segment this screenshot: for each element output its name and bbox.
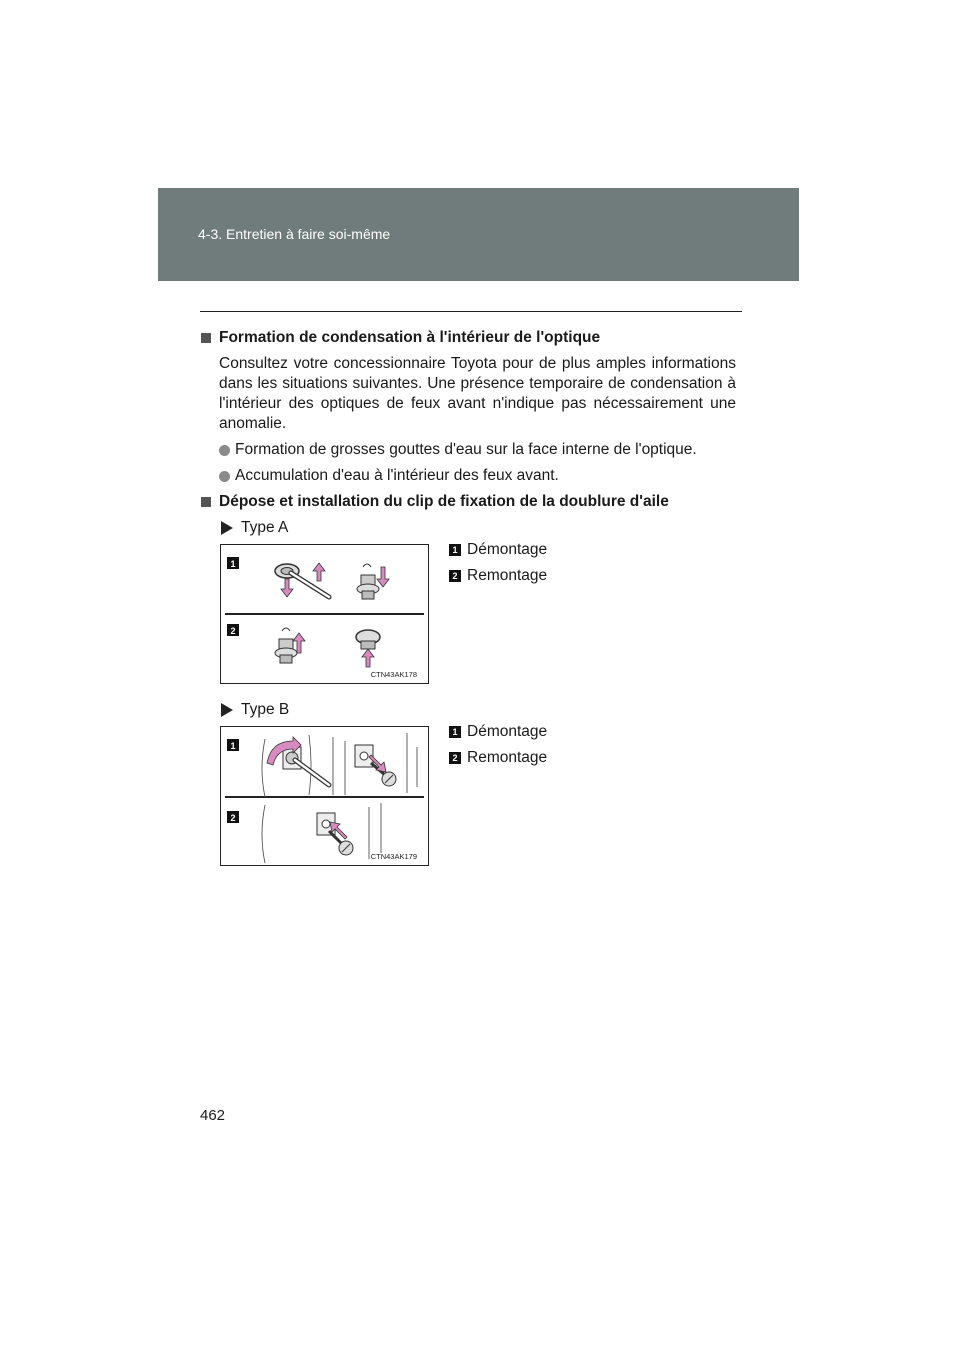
- square-bullet-icon: [201, 497, 211, 507]
- condensation-paragraph: Consultez votre concessionnaire Toyota pour de plus amples informations dans les situations suivantes. Une présence temporaire de condensation à l'intérieur des optiques de feux avant n'indique pas nécessairement une anomalie.: [219, 355, 736, 432]
- figure-code: CTN43AK179: [370, 852, 417, 861]
- section-heading-clip: Dépose et installation du clip de fixation de la doublure d'aile: [200, 492, 736, 512]
- number-badge-icon: 2: [449, 752, 461, 764]
- type-b-label: Type B: [219, 700, 736, 720]
- type-a-block: [200, 541, 736, 688]
- page-content: [200, 328, 736, 882]
- circle-bullet-icon: [219, 471, 230, 482]
- svg-text:1: 1: [230, 559, 236, 569]
- type-a-clip-illustration: [220, 544, 429, 684]
- type-b-block: [200, 723, 736, 870]
- bullet-item: Formation de grosses gouttes d'eau sur la face interne de l'optique.: [219, 440, 736, 460]
- type-b-legend: [449, 722, 547, 774]
- page-number: 462: [200, 1107, 226, 1124]
- figure-code: CTN43AK178: [370, 670, 417, 679]
- type-a-legend: [449, 540, 547, 592]
- square-bullet-icon: [201, 333, 211, 343]
- section-divider: [200, 311, 742, 312]
- type-a-drawing: [221, 545, 428, 683]
- type-b-drawing: [221, 727, 428, 865]
- section-heading-condensation: Formation de condensation à l'intérieur de l'optique: [200, 328, 736, 348]
- legend-item: 1 Démontage: [449, 722, 547, 742]
- triangle-marker-icon: [221, 703, 233, 717]
- number-badge-icon: 2: [449, 570, 461, 582]
- svg-text:1: 1: [230, 741, 236, 751]
- chapter-title: 4-3. Entretien à faire soi-même: [198, 226, 391, 242]
- svg-text:2: 2: [230, 626, 236, 636]
- bullet-item: Accumulation d'eau à l'intérieur des feux avant.: [219, 466, 736, 486]
- svg-text:2: 2: [230, 813, 236, 823]
- triangle-marker-icon: [221, 521, 233, 535]
- legend-item: 2 Remontage: [449, 566, 547, 586]
- number-badge-icon: 1: [449, 726, 461, 738]
- circle-bullet-icon: [219, 445, 230, 456]
- chapter-header-bar: [158, 188, 799, 281]
- legend-item: 1 Démontage: [449, 540, 547, 560]
- type-b-clip-illustration: [220, 726, 429, 866]
- legend-item: 2 Remontage: [449, 748, 547, 768]
- type-a-label: Type A: [219, 518, 736, 538]
- number-badge-icon: 1: [449, 544, 461, 556]
